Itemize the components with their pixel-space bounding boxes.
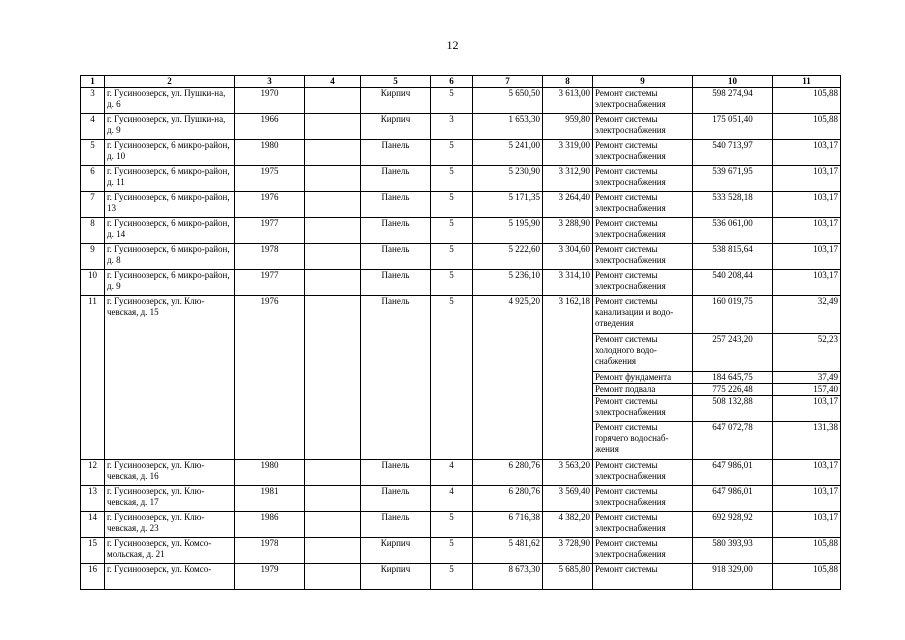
area-total-cell: 8 673,30	[473, 564, 543, 590]
work-cost-cell: 539 671,95	[693, 166, 773, 192]
year-cell: 1980	[235, 460, 305, 486]
address-cell: г. Гусиноозерск, ул. Пушки-на, д. 6	[105, 88, 235, 114]
material-cell: Панель	[361, 486, 431, 512]
year-cell: 1975	[235, 166, 305, 192]
address-cell: г. Гусиноозерск, 6 микро-район, д. 10	[105, 140, 235, 166]
floors-cell: 4	[431, 460, 473, 486]
page-number: 12	[446, 38, 459, 52]
column-4-cell	[305, 114, 361, 140]
address-cell: г. Гусиноозерск, 6 микро-район, д. 11	[105, 166, 235, 192]
address-cell: г. Гусиноозерск, 6 микро-район, 13	[105, 192, 235, 218]
floors-cell: 5	[431, 218, 473, 244]
row-number: 16	[81, 564, 105, 590]
year-cell: 1978	[235, 244, 305, 270]
unit-price-cell: 103,17	[773, 512, 841, 538]
column-header-11: 11	[773, 76, 841, 88]
floors-cell: 5	[431, 140, 473, 166]
row-number: 7	[81, 192, 105, 218]
column-4-cell	[305, 486, 361, 512]
column-header-5: 5	[361, 76, 431, 88]
column-header-8: 8	[543, 76, 593, 88]
work-cost-cell: 918 329,00	[693, 564, 773, 590]
table-row	[81, 88, 841, 114]
year-cell: 1979	[235, 564, 305, 590]
material-cell: Панель	[361, 166, 431, 192]
area-total-cell: 6 716,38	[473, 512, 543, 538]
material-cell: Кирпич	[361, 564, 431, 590]
area-total-cell: 6 280,76	[473, 486, 543, 512]
work-type-cell: Ремонт системы электроснабжения	[593, 166, 693, 192]
table-body	[81, 88, 841, 590]
work-cost-cell: 580 393,93	[693, 538, 773, 564]
work-cost-cell: 533 528,18	[693, 192, 773, 218]
row-number: 5	[81, 140, 105, 166]
address-cell: г. Гусиноозерск, 6 микро-район, д. 14	[105, 218, 235, 244]
area-total-cell: 5 230,90	[473, 166, 543, 192]
material-cell: Кирпич	[361, 88, 431, 114]
column-header-9: 9	[593, 76, 693, 88]
work-type-cell: Ремонт системы электроснабжения	[593, 218, 693, 244]
work-cost-cell: 647 986,01	[693, 460, 773, 486]
floors-cell: 3	[431, 114, 473, 140]
address-cell: г. Гусиноозерск, ул. Комсо-	[105, 564, 235, 590]
material-cell: Панель	[361, 218, 431, 244]
area-total-cell: 6 280,76	[473, 460, 543, 486]
column-header-10: 10	[693, 76, 773, 88]
work-type-cell: Ремонт системы электроснабжения	[593, 244, 693, 270]
work-cost-cell: 692 928,92	[693, 512, 773, 538]
column-header-1: 1	[81, 76, 105, 88]
area-total-cell: 1 653,30	[473, 114, 543, 140]
address-cell: г. Гусиноозерск, ул. Клю-чевская, д. 16	[105, 460, 235, 486]
material-cell: Панель	[361, 512, 431, 538]
unit-price-cell: 32,49	[773, 296, 841, 334]
column-4-cell	[305, 218, 361, 244]
year-cell: 1977	[235, 218, 305, 244]
area-total-cell: 5 481,62	[473, 538, 543, 564]
floors-cell: 5	[431, 192, 473, 218]
column-4-cell	[305, 460, 361, 486]
column-4-cell	[305, 538, 361, 564]
row-number: 15	[81, 538, 105, 564]
area-total-cell: 5 171,35	[473, 192, 543, 218]
unit-price-cell: 105,88	[773, 88, 841, 114]
table-row	[81, 140, 841, 166]
area-living-cell: 3 312,90	[543, 166, 593, 192]
column-4-cell	[305, 244, 361, 270]
work-type-cell: Ремонт системы электроснабжения	[593, 140, 693, 166]
table-row	[81, 538, 841, 564]
area-living-cell: 3 569,40	[543, 486, 593, 512]
material-cell: Кирпич	[361, 538, 431, 564]
table-row	[81, 218, 841, 244]
area-living-cell: 3 264,40	[543, 192, 593, 218]
address-cell: г. Гусиноозерск, 6 микро-район, д. 8	[105, 244, 235, 270]
area-living-cell: 3 613,00	[543, 88, 593, 114]
area-living-cell: 959,80	[543, 114, 593, 140]
year-cell: 1978	[235, 538, 305, 564]
table-row	[81, 270, 841, 296]
row-number: 3	[81, 88, 105, 114]
material-cell: Кирпич	[361, 114, 431, 140]
material-cell: Панель	[361, 140, 431, 166]
unit-price-cell: 157,40	[773, 384, 841, 396]
work-type-cell: Ремонт системы электроснабжения	[593, 486, 693, 512]
floors-cell: 5	[431, 538, 473, 564]
year-cell: 1976	[235, 296, 305, 460]
area-total-cell: 5 650,50	[473, 88, 543, 114]
work-type-cell: Ремонт системы холодного водо-снабжения	[593, 334, 693, 372]
header-row	[81, 76, 841, 88]
unit-price-cell: 103,17	[773, 460, 841, 486]
unit-price-cell: 103,17	[773, 270, 841, 296]
floors-cell: 5	[431, 88, 473, 114]
unit-price-cell: 103,17	[773, 486, 841, 512]
unit-price-cell: 103,17	[773, 396, 841, 422]
work-type-cell: Ремонт системы электроснабжения	[593, 114, 693, 140]
column-4-cell	[305, 270, 361, 296]
work-type-cell: Ремонт системы электроснабжения	[593, 512, 693, 538]
material-cell: Панель	[361, 270, 431, 296]
unit-price-cell: 105,88	[773, 538, 841, 564]
year-cell: 1986	[235, 512, 305, 538]
unit-price-cell: 105,88	[773, 114, 841, 140]
floors-cell: 5	[431, 244, 473, 270]
floors-cell: 5	[431, 512, 473, 538]
floors-cell: 5	[431, 296, 473, 460]
work-cost-cell: 160 019,75	[693, 296, 773, 334]
work-cost-cell: 184 645,75	[693, 372, 773, 384]
column-header-3: 3	[235, 76, 305, 88]
unit-price-cell: 103,17	[773, 192, 841, 218]
work-type-cell: Ремонт системы электроснабжения	[593, 396, 693, 422]
unit-price-cell: 37,49	[773, 372, 841, 384]
material-cell: Панель	[361, 296, 431, 460]
material-cell: Панель	[361, 244, 431, 270]
row-number: 12	[81, 460, 105, 486]
row-number: 13	[81, 486, 105, 512]
table-row	[81, 192, 841, 218]
floors-cell: 5	[431, 564, 473, 590]
table-row	[81, 564, 841, 590]
area-living-cell: 4 382,20	[543, 512, 593, 538]
floors-cell: 5	[431, 270, 473, 296]
table-row	[81, 244, 841, 270]
work-cost-cell: 538 815,64	[693, 244, 773, 270]
address-cell: г. Гусиноозерск, ул. Комсо-мольская, д. 21	[105, 538, 235, 564]
column-4-cell	[305, 192, 361, 218]
year-cell: 1970	[235, 88, 305, 114]
area-living-cell: 3 288,90	[543, 218, 593, 244]
address-cell: г. Гусиноозерск, ул. Клю-чевская, д. 15	[105, 296, 235, 460]
column-4-cell	[305, 166, 361, 192]
area-living-cell: 5 685,80	[543, 564, 593, 590]
year-cell: 1976	[235, 192, 305, 218]
area-total-cell: 4 925,20	[473, 296, 543, 460]
work-type-cell: Ремонт системы электроснабжения	[593, 88, 693, 114]
area-total-cell: 5 236,10	[473, 270, 543, 296]
work-type-cell: Ремонт фундамента	[593, 372, 693, 384]
housing-repair-table	[80, 75, 841, 590]
work-type-cell: Ремонт системы электроснабжения	[593, 270, 693, 296]
table-row	[81, 296, 841, 334]
column-4-cell	[305, 512, 361, 538]
work-type-cell: Ремонт системы электроснабжения	[593, 538, 693, 564]
address-cell: г. Гусиноозерск, ул. Клю-чевская, д. 17	[105, 486, 235, 512]
column-4-cell	[305, 564, 361, 590]
work-type-cell: Ремонт системы канализации и водо-отведения	[593, 296, 693, 334]
unit-price-cell: 52,23	[773, 334, 841, 372]
work-type-cell: Ремонт системы горячего водоснаб-жения	[593, 422, 693, 460]
work-type-cell: Ремонт системы электроснабжения	[593, 460, 693, 486]
floors-cell: 5	[431, 166, 473, 192]
area-living-cell: 3 563,20	[543, 460, 593, 486]
unit-price-cell: 103,17	[773, 218, 841, 244]
area-living-cell: 3 304,60	[543, 244, 593, 270]
area-living-cell: 3 314,10	[543, 270, 593, 296]
work-cost-cell: 508 132,88	[693, 396, 773, 422]
floors-cell: 4	[431, 486, 473, 512]
row-number: 8	[81, 218, 105, 244]
table-row	[81, 512, 841, 538]
address-cell: г. Гусиноозерск, ул. Клю-чевская, д. 23	[105, 512, 235, 538]
row-number: 4	[81, 114, 105, 140]
column-header-7: 7	[473, 76, 543, 88]
work-cost-cell: 647 986,01	[693, 486, 773, 512]
row-number: 9	[81, 244, 105, 270]
address-cell: г. Гусиноозерск, ул. Пушки-на, д. 9	[105, 114, 235, 140]
work-cost-cell: 647 072,78	[693, 422, 773, 460]
area-living-cell: 3 728,90	[543, 538, 593, 564]
work-cost-cell: 775 226,48	[693, 384, 773, 396]
area-total-cell: 5 195,90	[473, 218, 543, 244]
year-cell: 1981	[235, 486, 305, 512]
column-header-4: 4	[305, 76, 361, 88]
material-cell: Панель	[361, 192, 431, 218]
work-cost-cell: 540 208,44	[693, 270, 773, 296]
work-cost-cell: 175 051,40	[693, 114, 773, 140]
area-living-cell: 3 162,18	[543, 296, 593, 460]
work-type-cell: Ремонт системы	[593, 564, 693, 590]
work-type-cell: Ремонт подвала	[593, 384, 693, 396]
unit-price-cell: 131,38	[773, 422, 841, 460]
work-cost-cell: 540 713,97	[693, 140, 773, 166]
unit-price-cell: 103,17	[773, 166, 841, 192]
row-number: 14	[81, 512, 105, 538]
material-cell: Панель	[361, 460, 431, 486]
table-row	[81, 166, 841, 192]
column-header-2: 2	[105, 76, 235, 88]
column-4-cell	[305, 296, 361, 460]
year-cell: 1966	[235, 114, 305, 140]
area-total-cell: 5 241,00	[473, 140, 543, 166]
table-row	[81, 460, 841, 486]
address-cell: г. Гусиноозерск, 6 микро-район, д. 9	[105, 270, 235, 296]
work-type-cell: Ремонт системы электроснабжения	[593, 192, 693, 218]
unit-price-cell: 105,88	[773, 564, 841, 590]
work-cost-cell: 536 061,00	[693, 218, 773, 244]
column-header-6: 6	[431, 76, 473, 88]
column-4-cell	[305, 140, 361, 166]
year-cell: 1980	[235, 140, 305, 166]
unit-price-cell: 103,17	[773, 140, 841, 166]
work-cost-cell: 598 274,94	[693, 88, 773, 114]
unit-price-cell: 103,17	[773, 244, 841, 270]
column-4-cell	[305, 88, 361, 114]
row-number: 10	[81, 270, 105, 296]
area-living-cell: 3 319,00	[543, 140, 593, 166]
table-row	[81, 486, 841, 512]
table-row	[81, 114, 841, 140]
work-cost-cell: 257 243,20	[693, 334, 773, 372]
year-cell: 1977	[235, 270, 305, 296]
row-number: 11	[81, 296, 105, 460]
area-total-cell: 5 222,60	[473, 244, 543, 270]
row-number: 6	[81, 166, 105, 192]
